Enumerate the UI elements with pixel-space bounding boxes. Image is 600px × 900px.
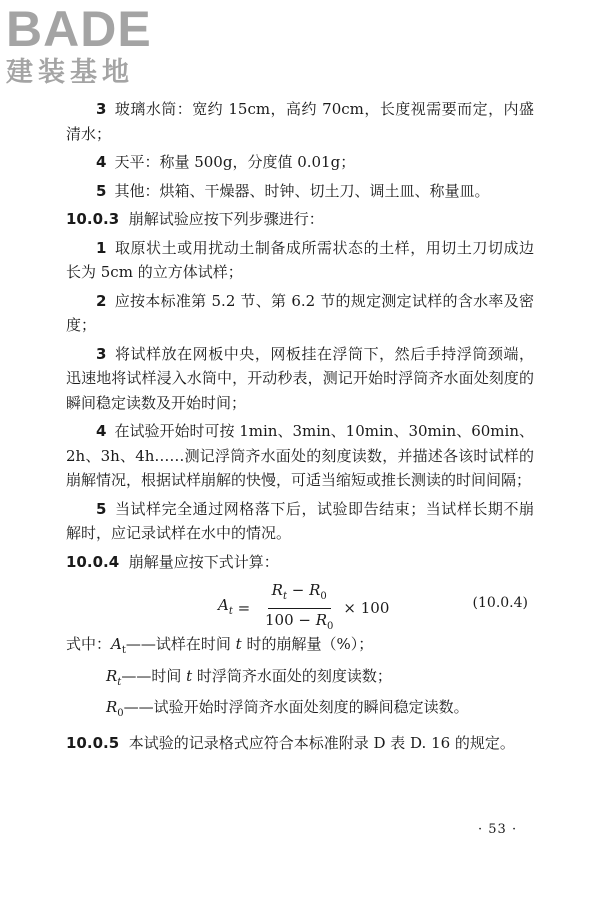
clause-number: 10.0.5 xyxy=(66,733,120,752)
formula-body xyxy=(218,580,389,637)
page-content xyxy=(66,97,534,759)
step-4 xyxy=(66,419,534,493)
clause-10-0-4 xyxy=(66,550,534,575)
bade-logo xyxy=(6,1,181,92)
formula-10-0-4 xyxy=(66,578,534,632)
item-number: 4 xyxy=(96,153,107,171)
clause-10-0-3 xyxy=(66,207,534,232)
step-1 xyxy=(66,236,534,285)
logo-subtitle: 建装基地 xyxy=(6,57,134,88)
where-line-1: 式中：$A_t——$试样在时间 t 时的崩解量（%）； xyxy=(66,635,374,656)
step-5 xyxy=(66,497,534,546)
formula-fraction xyxy=(261,580,337,637)
step-number: 5 xyxy=(96,499,107,518)
fraction-denominator: $100 - R_0$ xyxy=(264,611,334,632)
clause-number: 10.0.3 xyxy=(66,210,120,228)
item-number: 5 xyxy=(96,181,107,200)
page-number: · 53 · xyxy=(478,822,518,837)
step-number: 2 xyxy=(96,291,107,310)
step-number: 4 xyxy=(96,422,107,440)
formula-multiplier: × 100 xyxy=(343,599,390,618)
item-5 xyxy=(66,179,534,204)
item-4 xyxy=(66,150,534,175)
clause-text: 崩解试验应按下列步骤进行： xyxy=(128,210,324,228)
step-2 xyxy=(66,289,534,338)
clause-text: 崩解量应按下式计算： xyxy=(128,552,279,571)
equation-number: (10.0.4) xyxy=(472,595,528,611)
step-3 xyxy=(66,342,534,416)
where-line-2: $R_t——$时间 t 时浮筒齐水面处的刻度读数； xyxy=(106,666,392,688)
step-text: 将试样放在网板中央，网板挂在浮筒下，然后手持浮筒颈端，迅速地将试样浸入水筒中，开动秒表，测记开始时浮筒齐水面处刻度的瞬间稳定读数及开始时间； xyxy=(66,344,534,412)
clause-10-0-5 xyxy=(66,731,534,756)
where-label: 式中： xyxy=(66,635,112,653)
formula-lhs: $A_t$ xyxy=(218,595,233,617)
step-text: 当试样完全通过网格落下后，试验即告结束；当试样长期不崩解时，应记录试样在水中的情况。 xyxy=(66,499,534,542)
step-text: 在试验开始时可按 1min、3min、10min、30min、60min、2h、3h、4h……测记浮筒齐水面处的刻度读数，并描述各该时试样的崩解情况，根据试样崩解的快慢，可适当缩短或推长测读的时间间隔； xyxy=(66,422,534,489)
equals-sign: = xyxy=(232,599,255,618)
step-text: 取原状土或用扰动土制备成所需状态的土样，用切土刀切成边长为 5cm 的立方体试样； xyxy=(66,238,534,281)
item-3 xyxy=(66,97,534,146)
item-text: 天平：称量 500g，分度值 0.01g； xyxy=(114,153,356,171)
step-text: 应按本标准第 5.2 节、第 6.2 节的规定测定试样的含水率及密度； xyxy=(66,291,534,334)
fraction-numerator: $R_t - R_0$ xyxy=(268,580,331,609)
step-number: 1 xyxy=(96,238,107,257)
clause-text: 本试验的记录格式应符合本标准附录 D 表 D. 16 的规定。 xyxy=(128,733,515,752)
item-text: 其他：烘箱、干燥器、时钟、切土刀、调土皿、称量皿。 xyxy=(114,181,490,200)
where-line-3: $R_0——$试验开始时浮筒齐水面处刻度的瞬间稳定读数。 xyxy=(106,698,469,719)
item-text: 玻璃水筒：宽约 15cm，高约 70cm，长度视需要而定，内盛清水； xyxy=(66,100,534,143)
logo-brand: BADE xyxy=(6,1,152,57)
clause-number: 10.0.4 xyxy=(66,552,120,571)
item-number: 3 xyxy=(96,100,107,118)
step-number: 3 xyxy=(96,344,107,363)
